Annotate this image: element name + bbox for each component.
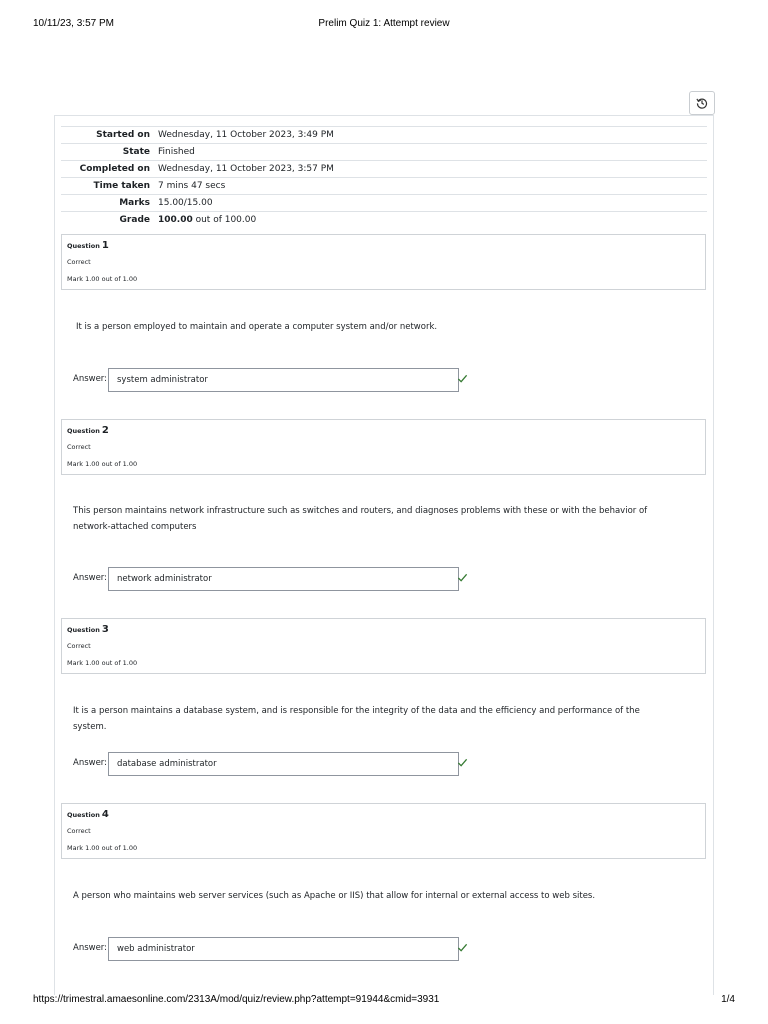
question-text-1: It is a person employed to maintain and operate a computer system and/or network. <box>76 322 438 332</box>
history-icon <box>696 97 708 109</box>
state-label: State <box>61 144 158 161</box>
question-info-3 <box>61 618 706 674</box>
question-label: Question <box>67 242 100 250</box>
question-state: Correct <box>67 258 91 266</box>
answer-label-1: Answer: <box>73 374 108 384</box>
question-text-2: This person maintains network infrastructure such as switches and routers, and diagnoses problems with these or with the behavior of network-attached computers <box>73 506 648 532</box>
question-info-4 <box>61 803 706 859</box>
question-num: 2 <box>101 425 109 436</box>
correct-check-icon <box>457 373 468 384</box>
question-num: 4 <box>101 809 109 820</box>
print-page-number: 1/4 <box>721 994 735 1005</box>
question-state: Correct <box>67 642 91 650</box>
answer-label-3: Answer: <box>73 758 108 768</box>
question-number <box>67 624 109 635</box>
grade-score: 100.00 <box>158 215 193 225</box>
question-info-2 <box>61 419 706 475</box>
reset-view-button[interactable] <box>689 91 715 115</box>
question-grade: Mark 1.00 out of 1.00 <box>67 275 138 283</box>
grade-label: Grade <box>61 212 158 229</box>
correct-check-icon <box>457 942 468 953</box>
question-label: Question <box>67 427 100 435</box>
time-taken-label: Time taken <box>61 178 158 195</box>
time-taken-value: 7 mins 47 secs <box>158 178 707 195</box>
grade-value <box>158 212 707 229</box>
question-label: Question <box>67 626 100 634</box>
started-label: Started on <box>61 127 158 144</box>
question-text-4: A person who maintains web server services (such as Apache or IIS) that allow for internal or external access to web sites. <box>73 891 596 901</box>
question-info-1 <box>61 234 706 290</box>
question-num: 3 <box>101 624 109 635</box>
grade-out-of: out of 100.00 <box>192 215 257 225</box>
print-footer <box>33 994 735 1008</box>
completed-value: Wednesday, 11 October 2023, 3:57 PM <box>158 161 707 178</box>
summary-row-grade <box>61 212 707 229</box>
marks-value: 15.00/15.00 <box>158 195 707 212</box>
answer-input-2[interactable]: network administrator <box>108 567 459 591</box>
summary-row-state <box>61 144 707 161</box>
question-number <box>67 809 109 820</box>
state-value: Finished <box>158 144 707 161</box>
summary-row-started <box>61 127 707 144</box>
answer-label-2: Answer: <box>73 573 108 583</box>
question-text-3: It is a person maintains a database system, and is responsible for the integrity of the data and the efficiency and performance of the system. <box>73 706 640 732</box>
answer-label-4: Answer: <box>73 943 108 953</box>
answer-input-3[interactable]: database administrator <box>108 752 459 776</box>
question-grade: Mark 1.00 out of 1.00 <box>67 659 138 667</box>
correct-check-icon <box>457 572 468 583</box>
print-url: https://trimestral.amaesonline.com/2313A/mod/quiz/review.php?attempt=91944&cmid=3931 <box>33 994 440 1005</box>
print-title: Prelim Quiz 1: Attempt review <box>318 18 450 29</box>
print-date: 10/11/23, 3:57 PM <box>33 18 114 29</box>
question-state: Correct <box>67 443 91 451</box>
answer-input-4[interactable]: web administrator <box>108 937 459 961</box>
question-number <box>67 425 109 436</box>
print-header <box>33 18 735 32</box>
attempt-summary-table <box>61 126 707 228</box>
question-grade: Mark 1.00 out of 1.00 <box>67 460 138 468</box>
summary-row-time <box>61 178 707 195</box>
marks-label: Marks <box>61 195 158 212</box>
question-number <box>67 240 109 251</box>
completed-label: Completed on <box>61 161 158 178</box>
question-state: Correct <box>67 827 91 835</box>
question-grade: Mark 1.00 out of 1.00 <box>67 844 138 852</box>
answer-input-1[interactable]: system administrator <box>108 368 459 392</box>
summary-row-completed <box>61 161 707 178</box>
question-num: 1 <box>101 240 109 251</box>
summary-row-marks <box>61 195 707 212</box>
correct-check-icon <box>457 757 468 768</box>
started-value: Wednesday, 11 October 2023, 3:49 PM <box>158 127 707 144</box>
question-label: Question <box>67 811 100 819</box>
